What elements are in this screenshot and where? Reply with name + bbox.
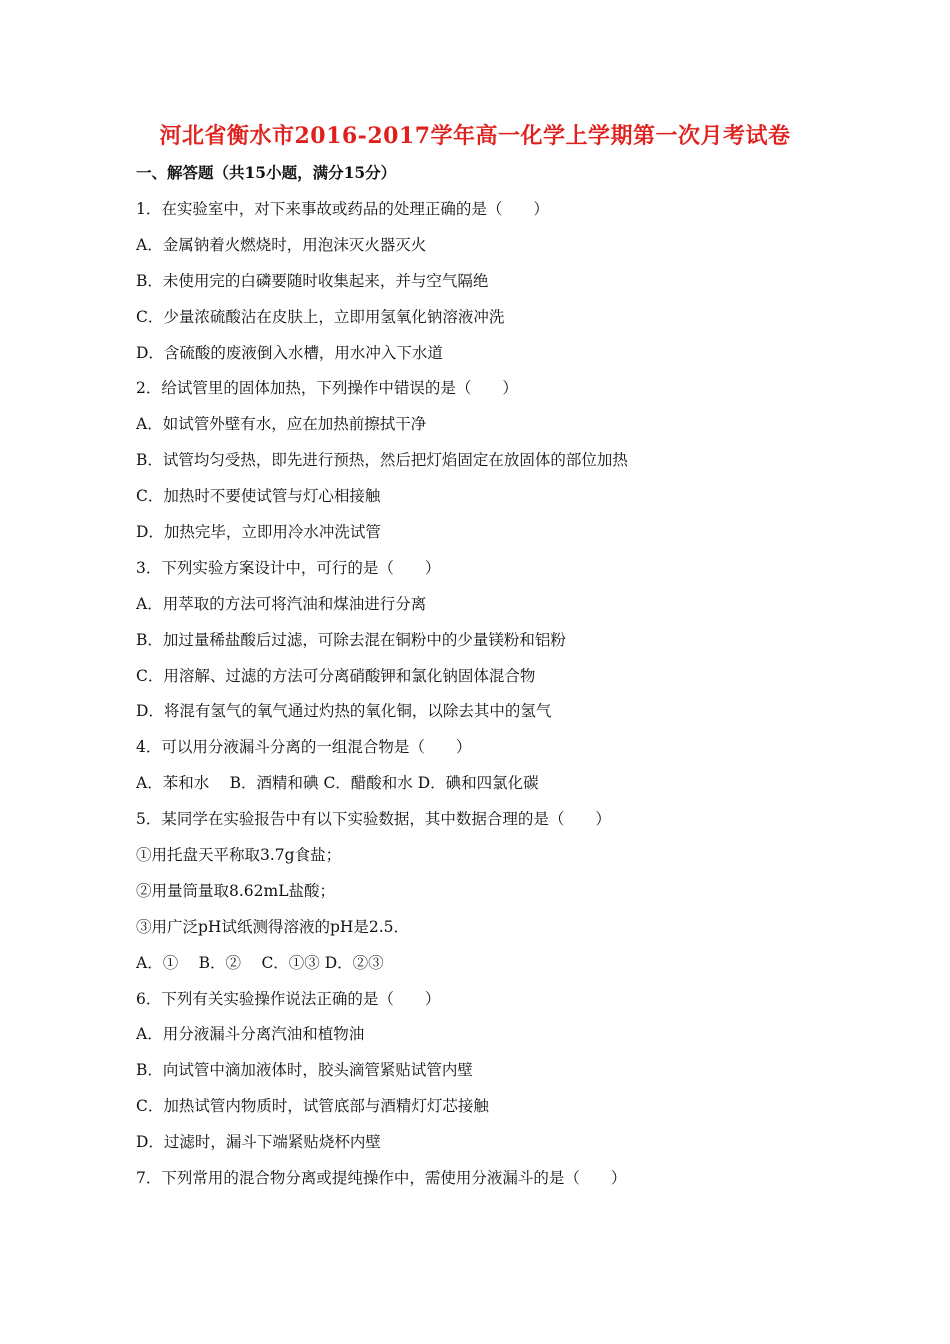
question-line: 6．下列有关实验操作说法正确的是（ ） <box>136 989 441 1008</box>
question-line: A．苯和水 B．酒精和碘 C．醋酸和水 D．碘和四氯化碳 <box>136 774 539 793</box>
question-line: C．用溶解、过滤的方法可分离硝酸钾和氯化钠固体混合物 <box>136 666 536 685</box>
question-line: D．将混有氢气的氧气通过灼热的氧化铜，以除去其中的氢气 <box>136 702 552 721</box>
question-line: C．少量浓硫酸沾在皮肤上，立即用氢氧化钠溶液冲洗 <box>136 307 505 326</box>
question-line: 1．在实验室中，对下来事故或药品的处理正确的是（ ） <box>136 200 549 218</box>
question-line: A．用萃取的方法可将汽油和煤油进行分离 <box>136 594 427 613</box>
question-list <box>136 197 836 1202</box>
question-line: 7．下列常用的混合物分离或提纯操作中，需使用分液漏斗的是（ ） <box>136 1169 627 1188</box>
exam-title: 河北省衡水市2016-2017学年高一化学上学期第一次月考试卷 <box>159 123 791 149</box>
question-line: A．用分液漏斗分离汽油和植物油 <box>136 1025 365 1044</box>
question-line: ③用广泛pH试纸测得溶液的pH是2.5． <box>136 917 410 936</box>
question-line: 3．下列实验方案设计中，可行的是（ ） <box>136 558 441 577</box>
question-line: 5．某同学在实验报告中有以下实验数据，其中数据合理的是（ ） <box>136 810 611 829</box>
question-line: D．含硫酸的废液倒入水槽，用水冲入下水道 <box>136 343 443 362</box>
question-line: C．加热时不要使试管与灯心相接触 <box>136 487 381 506</box>
question-line: ①用托盘天平称取3.7g食盐； <box>136 846 342 865</box>
question-line: D．过滤时，漏斗下端紧贴烧杯内壁 <box>136 1133 381 1152</box>
question-line: 4．可以用分液漏斗分离的一组混合物是（ ） <box>136 738 472 757</box>
question-line: B．未使用完的白磷要随时收集起来，并与空气隔绝 <box>136 271 489 290</box>
question-line: B．试管均匀受热，即先进行预热，然后把灯焰固定在放固体的部位加热 <box>136 451 628 470</box>
question-line: 2．给试管里的固体加热，下列操作中错误的是（ ） <box>136 379 518 398</box>
question-line: D．加热完毕，立即用冷水冲洗试管 <box>136 523 381 542</box>
question-line: C．加热试管内物质时，试管底部与酒精灯灯芯接触 <box>136 1097 489 1116</box>
question-line: B．加过量稀盐酸后过滤，可除去混在铜粉中的少量镁粉和铝粉 <box>136 630 566 649</box>
question-line: A．如试管外壁有水，应在加热前擦拭干净 <box>136 415 427 434</box>
question-line: A．金属钠着火燃烧时，用泡沫灭火器灭火 <box>136 235 427 254</box>
question-line: ②用量筒量取8.62mL盐酸； <box>136 881 336 900</box>
question-line: B．向试管中滴加液体时，胶头滴管紧贴试管内壁 <box>136 1061 473 1080</box>
question-line: A．① B．② C．①③ D．②③ <box>136 953 384 972</box>
section-heading: 一、解答题（共15小题，满分15分） <box>136 163 397 182</box>
